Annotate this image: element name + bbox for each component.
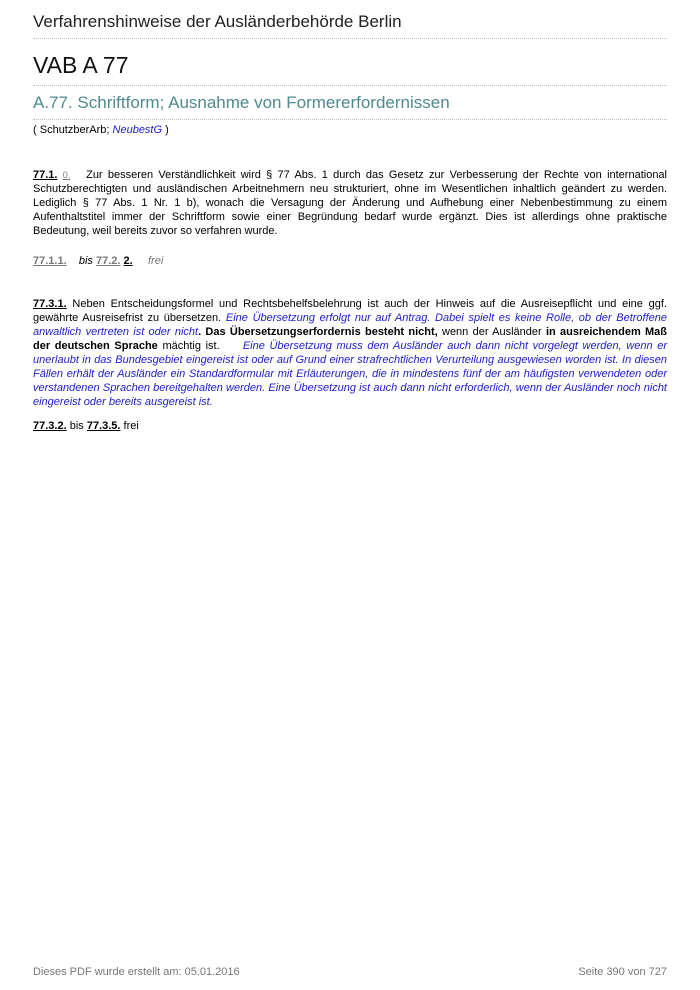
paragraph-77-1-text: Zur besseren Verständlichkeit wird § 77 Abs. 1 durch das Gesetz zur Verbesserung der Rechte von international Schutzberechtigten und ausländischen Arbeitnehmern neu strukturiert, ohne im Wesentlichen inhaltlich geändert zu werden. Lediglich § 77 Abs. 1 Nr. 1 b), wonach die Versagung der Änderung und Aufhebung einer Nebenbestimmung zu einem Aufenthaltstitel immer der Schriftform sowie einer Begründung bedarf wurde ergänzt. Dies ist allerdings ohne praktische Bedeutung, weil bereits zuvor so verfahren wurde. [33,169,667,237]
p3-text-5: in ausreichendem Maß der deutschen Sprache [33,326,668,352]
bis-label-2: bis [69,420,84,432]
footer-created-date: Dieses PDF wurde erstellt am: 05.01.2016 [33,966,240,978]
paragraph-number-2[interactable]: 2. [123,255,133,267]
paragraph-77-3-2-range [33,419,667,433]
ref-neubestg-link[interactable]: NeubestG [112,124,163,136]
paragraph-number-77-1[interactable]: 77.1. [33,169,58,181]
section-title: A.77. Schriftform; Ausnahme von Formererfordernissen [33,93,667,120]
paragraph-77-1 [33,168,667,238]
p3-text-2: Eine Übersetzung erfolgt nur auf Antrag. Dabei spielt es keine Rolle, ob der Betroffene anwaltlich vertreten ist oder nicht [33,312,667,338]
refs-separator: ; [106,124,113,136]
paragraph-number-77-3-5[interactable]: 77.3.5. [86,420,121,432]
frei-label-2: frei [123,420,139,432]
site-header: Verfahrenshinweise der Ausländerbehörde Berlin [33,12,667,39]
references [33,124,169,136]
paragraph-77-1-1-range [33,254,667,268]
sub-number-0[interactable]: 0. [62,170,71,180]
p3-text-4: wenn der Ausländer [442,326,542,338]
paragraph-number-77-3-2[interactable]: 77.3.2. [33,420,67,432]
p3-text-7: Eine Übersetzung muss dem Ausländer auch dann nicht vorgelegt werden, wenn er unerlaubt in das Bundesgebiet eingereist ist oder auf Grund einer strafrechtlichen Verurteilung ausgewiesen worden ist. In diesen Fällen erhält der Ausländer ein Standardformular mit Erläuterungen, die in mindestens fünf der am häufigsten verwendeten oder verstandenen Sprachen bereitgehalten werden. Eine Übersetzung ist auch dann nicht erforderlich, wenn der Ausländer noch nicht eingereist oder bereits ausgereist ist. [33,340,668,408]
paragraph-77-3-1 [33,297,667,409]
footer-page-number: Seite 390 von 727 [578,966,667,978]
p3-text-1: Neben Entscheidungsformel und Rechtsbehelfsbelehrung ist auch der Hinweis auf die Ausreisepflicht und eine ggf. gewährte Ausreisefrist zu übersetzen. [33,298,668,324]
p3-text-3: . Das Übersetzungserfordernis besteht nicht, [198,326,438,338]
bis-label: bis [78,255,93,267]
p3-text-6: mächtig ist. [162,340,220,352]
page-title: VAB A 77 [33,52,667,86]
frei-label: frei [148,255,164,267]
paragraph-number-77-1-1[interactable]: 77.1.1. [33,255,67,267]
paragraph-number-77-2[interactable]: 77.2. [96,255,121,267]
refs-close: ) [162,124,169,136]
ref-schutzberarb[interactable]: SchutzberArb [39,124,107,136]
refs-open: ( [33,124,40,136]
paragraph-number-77-3-1[interactable]: 77.3.1. [33,298,67,310]
